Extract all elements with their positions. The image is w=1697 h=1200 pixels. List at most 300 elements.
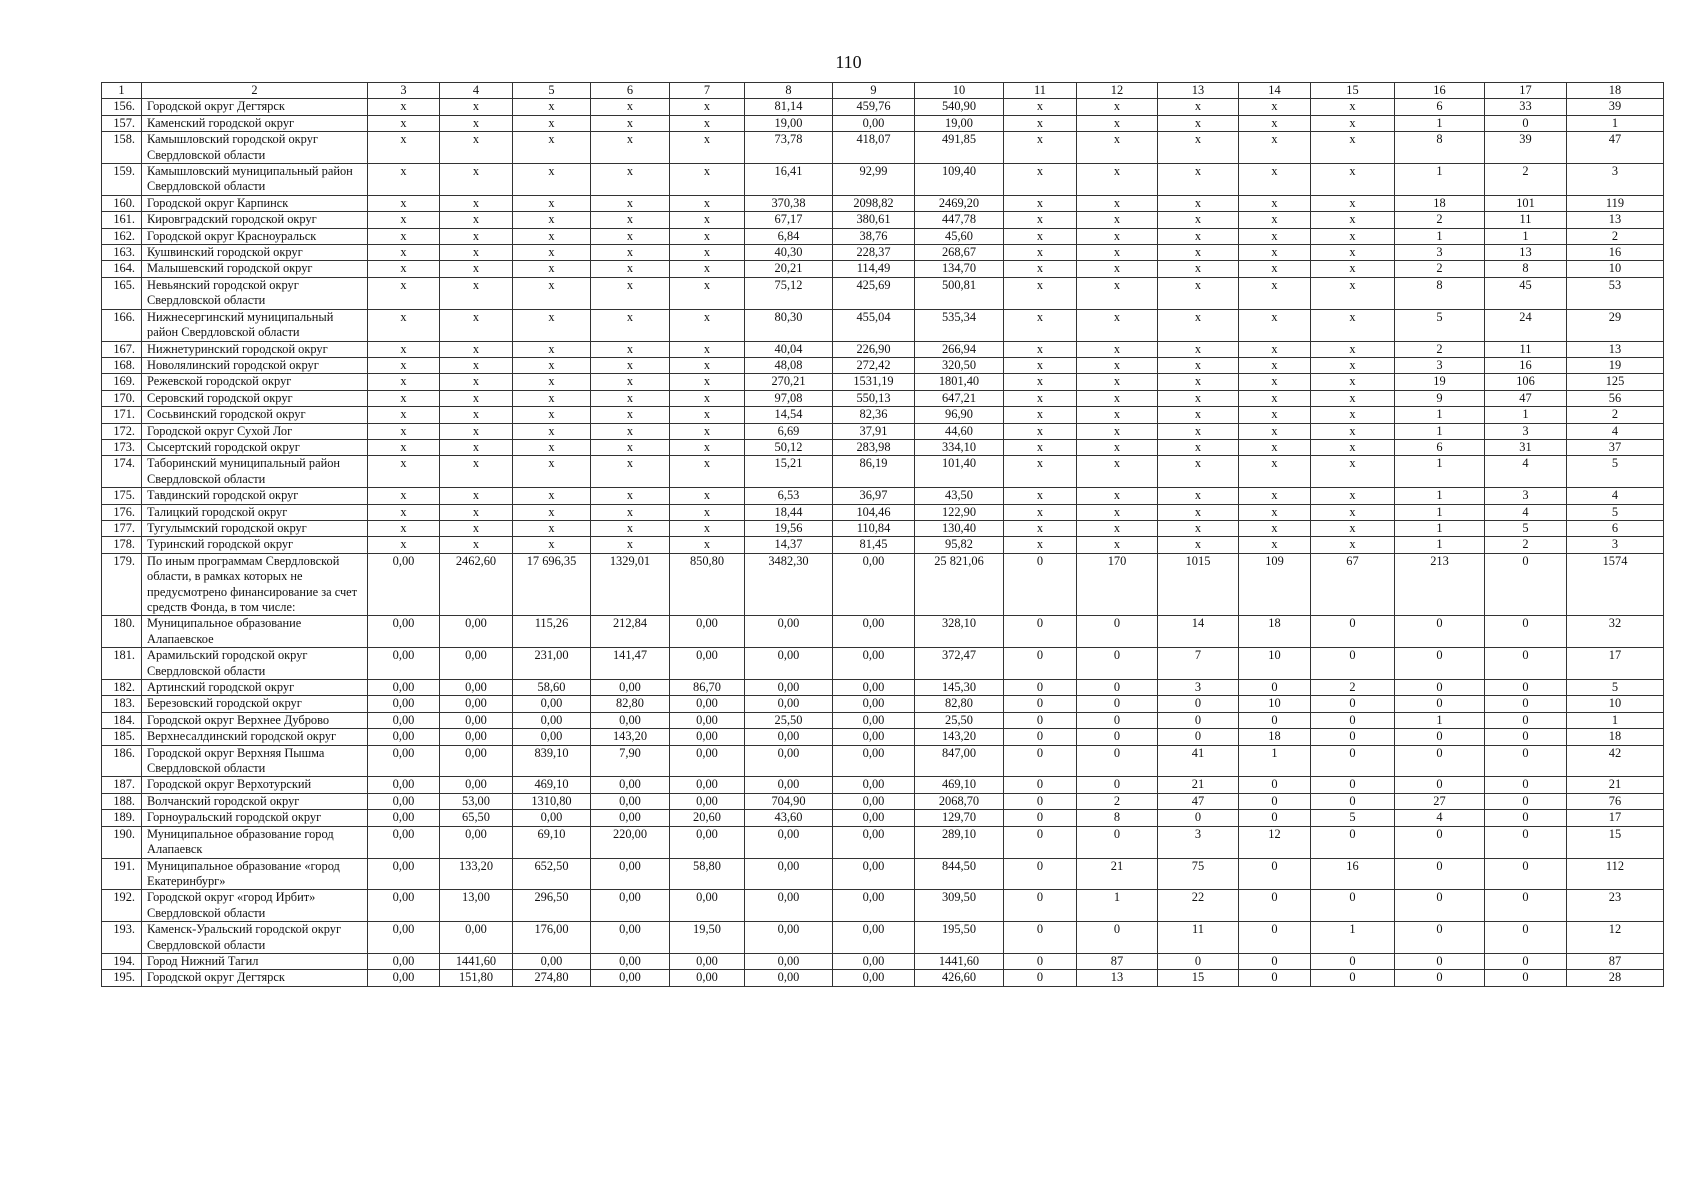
value-cell: 8 — [1485, 261, 1567, 277]
value-cell: 3482,30 — [745, 553, 833, 616]
value-cell: x — [513, 195, 591, 211]
value-cell: 540,90 — [915, 99, 1004, 115]
value-cell: 0 — [1004, 648, 1077, 680]
value-cell: x — [1004, 115, 1077, 131]
value-cell: 0,00 — [833, 712, 915, 728]
value-cell: 0,00 — [833, 953, 915, 969]
value-cell: 0 — [1239, 922, 1311, 954]
value-cell: x — [1239, 195, 1311, 211]
value-cell: 0,00 — [368, 745, 440, 777]
value-cell: 0 — [1311, 953, 1395, 969]
value-cell: 0,00 — [591, 858, 670, 890]
value-cell: 31 — [1485, 439, 1567, 455]
value-cell: 110,84 — [833, 520, 915, 536]
value-cell: 0,00 — [591, 712, 670, 728]
table-row — [102, 696, 1664, 712]
value-cell: 0 — [1395, 953, 1485, 969]
value-cell: 18 — [1239, 729, 1311, 745]
value-cell: 0 — [1077, 777, 1158, 793]
value-cell: 0,00 — [670, 616, 745, 648]
value-cell: x — [1158, 164, 1239, 196]
municipality-cell: Городской округ Верхотурский — [142, 777, 368, 793]
table-row — [102, 374, 1664, 390]
value-cell: 69,10 — [513, 826, 591, 858]
value-cell: x — [670, 520, 745, 536]
value-cell: 19,00 — [915, 115, 1004, 131]
value-cell: x — [368, 245, 440, 261]
value-cell: x — [440, 115, 513, 131]
value-cell: x — [513, 261, 591, 277]
value-cell: x — [440, 407, 513, 423]
value-cell: 0,00 — [513, 696, 591, 712]
value-cell: 10 — [1567, 261, 1664, 277]
value-cell: x — [513, 456, 591, 488]
value-cell: 67,17 — [745, 212, 833, 228]
value-cell: 0,00 — [368, 922, 440, 954]
value-cell: 1015 — [1158, 553, 1239, 616]
value-cell: 334,10 — [915, 439, 1004, 455]
municipality-cell: Новолялинский городской округ — [142, 357, 368, 373]
value-cell: 0 — [1004, 922, 1077, 954]
value-cell: 8 — [1077, 810, 1158, 826]
value-cell: 0 — [1239, 858, 1311, 890]
value-cell: 20,21 — [745, 261, 833, 277]
value-cell: 0,00 — [368, 858, 440, 890]
value-cell: x — [368, 357, 440, 373]
value-cell: x — [670, 341, 745, 357]
value-cell: 2 — [1485, 164, 1567, 196]
value-cell: 80,30 — [745, 309, 833, 341]
table-row — [102, 858, 1664, 890]
table-row — [102, 537, 1664, 553]
value-cell: x — [1239, 537, 1311, 553]
row-number-cell: 179. — [102, 553, 142, 616]
value-cell: 32 — [1567, 616, 1664, 648]
value-cell: x — [1158, 309, 1239, 341]
value-cell: 0 — [1395, 970, 1485, 986]
value-cell: 1 — [1395, 164, 1485, 196]
table-body — [102, 83, 1664, 987]
value-cell: 0 — [1311, 616, 1395, 648]
value-cell: 469,10 — [513, 777, 591, 793]
value-cell: x — [591, 309, 670, 341]
value-cell: x — [368, 195, 440, 211]
header-row — [102, 83, 1664, 99]
value-cell: 125 — [1567, 374, 1664, 390]
municipality-cell: Каменск-Уральский городской округ Свердловской области — [142, 922, 368, 954]
value-cell: 289,10 — [915, 826, 1004, 858]
value-cell: x — [591, 357, 670, 373]
value-cell: 97,08 — [745, 390, 833, 406]
value-cell: 0 — [1311, 648, 1395, 680]
value-cell: 7,90 — [591, 745, 670, 777]
value-cell: x — [591, 245, 670, 261]
value-cell: 647,21 — [915, 390, 1004, 406]
table-row — [102, 777, 1664, 793]
value-cell: x — [513, 390, 591, 406]
value-cell: x — [1311, 439, 1395, 455]
value-cell: 2 — [1485, 537, 1567, 553]
value-cell: 92,99 — [833, 164, 915, 196]
value-cell: x — [1004, 439, 1077, 455]
value-cell: 133,20 — [440, 858, 513, 890]
value-cell: 3 — [1485, 423, 1567, 439]
header-cell: 17 — [1485, 83, 1567, 99]
value-cell: 0,00 — [745, 953, 833, 969]
value-cell: 0,00 — [513, 953, 591, 969]
row-number-cell: 168. — [102, 357, 142, 373]
table-row — [102, 729, 1664, 745]
row-number-cell: 193. — [102, 922, 142, 954]
value-cell: 3 — [1158, 680, 1239, 696]
value-cell: x — [1077, 228, 1158, 244]
table-row — [102, 164, 1664, 196]
value-cell: 0,00 — [440, 648, 513, 680]
value-cell: 226,90 — [833, 341, 915, 357]
header-cell: 6 — [591, 83, 670, 99]
value-cell: 40,30 — [745, 245, 833, 261]
value-cell: x — [1239, 261, 1311, 277]
value-cell: x — [1239, 407, 1311, 423]
value-cell: 56 — [1567, 390, 1664, 406]
value-cell: 0 — [1239, 777, 1311, 793]
value-cell: 25 821,06 — [915, 553, 1004, 616]
table-row — [102, 357, 1664, 373]
value-cell: x — [1077, 212, 1158, 228]
value-cell: x — [440, 341, 513, 357]
value-cell: 114,49 — [833, 261, 915, 277]
value-cell: 1441,60 — [915, 953, 1004, 969]
value-cell: 18 — [1395, 195, 1485, 211]
header-cell: 12 — [1077, 83, 1158, 99]
value-cell: 38,76 — [833, 228, 915, 244]
value-cell: 17 696,35 — [513, 553, 591, 616]
value-cell: x — [1077, 341, 1158, 357]
value-cell: 3 — [1485, 488, 1567, 504]
value-cell: 1 — [1311, 922, 1395, 954]
value-cell: x — [1311, 212, 1395, 228]
value-cell: 109 — [1239, 553, 1311, 616]
value-cell: x — [1311, 261, 1395, 277]
value-cell: 0,00 — [368, 696, 440, 712]
value-cell: x — [1239, 423, 1311, 439]
value-cell: 0 — [1004, 793, 1077, 809]
value-cell: x — [1158, 439, 1239, 455]
value-cell: 0,00 — [591, 953, 670, 969]
value-cell: 50,12 — [745, 439, 833, 455]
value-cell: 0,00 — [368, 648, 440, 680]
value-cell: x — [591, 456, 670, 488]
value-cell: x — [368, 212, 440, 228]
value-cell: 491,85 — [915, 132, 1004, 164]
value-cell: 15 — [1158, 970, 1239, 986]
value-cell: x — [591, 504, 670, 520]
value-cell: x — [368, 520, 440, 536]
value-cell: 270,21 — [745, 374, 833, 390]
value-cell: 47 — [1485, 390, 1567, 406]
value-cell: 0 — [1485, 648, 1567, 680]
value-cell: x — [670, 390, 745, 406]
value-cell: x — [513, 439, 591, 455]
value-cell: x — [368, 132, 440, 164]
value-cell: x — [1158, 341, 1239, 357]
value-cell: 73,78 — [745, 132, 833, 164]
value-cell: 1 — [1567, 712, 1664, 728]
value-cell: 0 — [1004, 953, 1077, 969]
value-cell: 0,00 — [833, 810, 915, 826]
value-cell: 0,00 — [745, 729, 833, 745]
row-number-cell: 185. — [102, 729, 142, 745]
value-cell: 0,00 — [745, 922, 833, 954]
value-cell: 0 — [1004, 616, 1077, 648]
value-cell: 0,00 — [833, 680, 915, 696]
value-cell: x — [1239, 212, 1311, 228]
value-cell: 372,47 — [915, 648, 1004, 680]
value-cell: x — [513, 357, 591, 373]
value-cell: 13 — [1485, 245, 1567, 261]
value-cell: x — [591, 390, 670, 406]
value-cell: 320,50 — [915, 357, 1004, 373]
value-cell: x — [1004, 99, 1077, 115]
value-cell: 1 — [1485, 228, 1567, 244]
value-cell: x — [1158, 261, 1239, 277]
value-cell: x — [1077, 423, 1158, 439]
value-cell: x — [1158, 277, 1239, 309]
municipality-cell: По иным программам Свердловской области, в рамках которых не предусмотрено финансирование за счет средств Фонда, в том числе: — [142, 553, 368, 616]
value-cell: 0 — [1004, 777, 1077, 793]
value-cell: 9 — [1395, 390, 1485, 406]
value-cell: 5 — [1485, 520, 1567, 536]
value-cell: 5 — [1567, 680, 1664, 696]
value-cell: x — [1239, 164, 1311, 196]
value-cell: x — [1239, 374, 1311, 390]
value-cell: 268,67 — [915, 245, 1004, 261]
value-cell: x — [591, 520, 670, 536]
header-cell: 7 — [670, 83, 745, 99]
value-cell: 53 — [1567, 277, 1664, 309]
value-cell: 231,00 — [513, 648, 591, 680]
value-cell: x — [1158, 423, 1239, 439]
value-cell: x — [440, 423, 513, 439]
header-cell: 1 — [102, 83, 142, 99]
value-cell: x — [1004, 537, 1077, 553]
value-cell: 0,00 — [368, 712, 440, 728]
value-cell: x — [368, 390, 440, 406]
value-cell: x — [591, 115, 670, 131]
value-cell: 0 — [1077, 648, 1158, 680]
value-cell: 0,00 — [591, 777, 670, 793]
value-cell: 6 — [1567, 520, 1664, 536]
value-cell: 0 — [1485, 793, 1567, 809]
value-cell: 274,80 — [513, 970, 591, 986]
header-cell: 15 — [1311, 83, 1395, 99]
value-cell: 11 — [1485, 212, 1567, 228]
row-number-cell: 167. — [102, 341, 142, 357]
value-cell: x — [591, 537, 670, 553]
value-cell: 19,50 — [670, 922, 745, 954]
value-cell: x — [1239, 341, 1311, 357]
value-cell: 0 — [1485, 712, 1567, 728]
municipality-cell: Каменский городской округ — [142, 115, 368, 131]
value-cell: x — [440, 520, 513, 536]
value-cell: x — [440, 195, 513, 211]
value-cell: x — [513, 132, 591, 164]
header-cell: 16 — [1395, 83, 1485, 99]
value-cell: 1 — [1395, 712, 1485, 728]
value-cell: 25,50 — [745, 712, 833, 728]
value-cell: 0,00 — [440, 922, 513, 954]
value-cell: 109,40 — [915, 164, 1004, 196]
value-cell: 2 — [1311, 680, 1395, 696]
value-cell: 13 — [1567, 212, 1664, 228]
value-cell: x — [440, 261, 513, 277]
value-cell: 21 — [1158, 777, 1239, 793]
value-cell: 6 — [1395, 99, 1485, 115]
value-cell: 704,90 — [745, 793, 833, 809]
table-row — [102, 212, 1664, 228]
value-cell: 25,50 — [915, 712, 1004, 728]
value-cell: 0,00 — [513, 810, 591, 826]
value-cell: 0 — [1395, 648, 1485, 680]
value-cell: x — [1239, 488, 1311, 504]
value-cell: 0 — [1485, 553, 1567, 616]
value-cell: 0 — [1239, 953, 1311, 969]
value-cell: 0 — [1485, 115, 1567, 131]
value-cell: x — [1311, 537, 1395, 553]
value-cell: x — [670, 456, 745, 488]
table-row — [102, 261, 1664, 277]
value-cell: x — [1158, 456, 1239, 488]
value-cell: 0 — [1311, 712, 1395, 728]
value-cell: x — [1004, 277, 1077, 309]
value-cell: x — [591, 99, 670, 115]
value-cell: 10 — [1239, 648, 1311, 680]
value-cell: x — [591, 374, 670, 390]
value-cell: x — [1311, 456, 1395, 488]
value-cell: x — [1311, 132, 1395, 164]
value-cell: 0,00 — [745, 696, 833, 712]
value-cell: 0,00 — [745, 616, 833, 648]
value-cell: 0,00 — [591, 890, 670, 922]
value-cell: x — [670, 261, 745, 277]
value-cell: 5 — [1311, 810, 1395, 826]
row-number-cell: 188. — [102, 793, 142, 809]
header-cell: 2 — [142, 83, 368, 99]
value-cell: 0 — [1077, 745, 1158, 777]
value-cell: x — [1004, 132, 1077, 164]
value-cell: 0,00 — [591, 793, 670, 809]
value-cell: x — [440, 374, 513, 390]
value-cell: 10 — [1567, 696, 1664, 712]
value-cell: x — [440, 164, 513, 196]
value-cell: 2469,20 — [915, 195, 1004, 211]
value-cell: 1 — [1395, 228, 1485, 244]
value-cell: 11 — [1485, 341, 1567, 357]
municipality-cell: Городской округ Верхняя Пышма Свердловской области — [142, 745, 368, 777]
row-number-cell: 166. — [102, 309, 142, 341]
value-cell: 455,04 — [833, 309, 915, 341]
value-cell: 0 — [1485, 922, 1567, 954]
value-cell: 0,00 — [833, 553, 915, 616]
value-cell: 0,00 — [591, 970, 670, 986]
value-cell: 1574 — [1567, 553, 1664, 616]
allocation-table — [101, 82, 1664, 987]
value-cell: 0 — [1004, 970, 1077, 986]
value-cell: x — [1004, 357, 1077, 373]
value-cell: 129,70 — [915, 810, 1004, 826]
value-cell: 0 — [1395, 729, 1485, 745]
row-number-cell: 183. — [102, 696, 142, 712]
value-cell: 550,13 — [833, 390, 915, 406]
value-cell: 0 — [1485, 745, 1567, 777]
value-cell: 0 — [1485, 970, 1567, 986]
value-cell: 0 — [1004, 553, 1077, 616]
value-cell: x — [1239, 228, 1311, 244]
value-cell: 652,50 — [513, 858, 591, 890]
value-cell: x — [1077, 245, 1158, 261]
value-cell: 4 — [1395, 810, 1485, 826]
value-cell: x — [1077, 374, 1158, 390]
value-cell: x — [1239, 309, 1311, 341]
value-cell: 370,38 — [745, 195, 833, 211]
value-cell: 14 — [1158, 616, 1239, 648]
row-number-cell: 174. — [102, 456, 142, 488]
value-cell: x — [368, 115, 440, 131]
value-cell: 0 — [1311, 729, 1395, 745]
value-cell: x — [1077, 309, 1158, 341]
value-cell: 43,60 — [745, 810, 833, 826]
value-cell: 27 — [1395, 793, 1485, 809]
table-row — [102, 277, 1664, 309]
value-cell: x — [1311, 374, 1395, 390]
value-cell: 0,00 — [670, 712, 745, 728]
municipality-cell: Горноуральский городской округ — [142, 810, 368, 826]
table-row — [102, 132, 1664, 164]
value-cell: 3 — [1158, 826, 1239, 858]
value-cell: x — [670, 407, 745, 423]
value-cell: x — [513, 212, 591, 228]
value-cell: 0 — [1311, 890, 1395, 922]
value-cell: 1 — [1485, 407, 1567, 423]
value-cell: 115,26 — [513, 616, 591, 648]
value-cell: x — [1077, 504, 1158, 520]
value-cell: 0,00 — [670, 696, 745, 712]
value-cell: 0 — [1239, 810, 1311, 826]
value-cell: 1 — [1567, 115, 1664, 131]
value-cell: 176,00 — [513, 922, 591, 954]
value-cell: 14,37 — [745, 537, 833, 553]
value-cell: 212,84 — [591, 616, 670, 648]
value-cell: 2 — [1077, 793, 1158, 809]
value-cell: 5 — [1567, 456, 1664, 488]
value-cell: 0,00 — [368, 970, 440, 986]
municipality-cell: Городской округ «город Ирбит» Свердловской области — [142, 890, 368, 922]
value-cell: x — [1239, 245, 1311, 261]
value-cell: x — [1004, 390, 1077, 406]
value-cell: x — [513, 520, 591, 536]
value-cell: x — [1158, 115, 1239, 131]
value-cell: 459,76 — [833, 99, 915, 115]
value-cell: 1 — [1239, 745, 1311, 777]
municipality-cell: Нижнетуринский городской округ — [142, 341, 368, 357]
value-cell: 22 — [1158, 890, 1239, 922]
value-cell: x — [1311, 357, 1395, 373]
municipality-cell: Городской округ Верхнее Дуброво — [142, 712, 368, 728]
value-cell: 6,84 — [745, 228, 833, 244]
value-cell: x — [440, 99, 513, 115]
value-cell: x — [1077, 407, 1158, 423]
value-cell: x — [1077, 261, 1158, 277]
